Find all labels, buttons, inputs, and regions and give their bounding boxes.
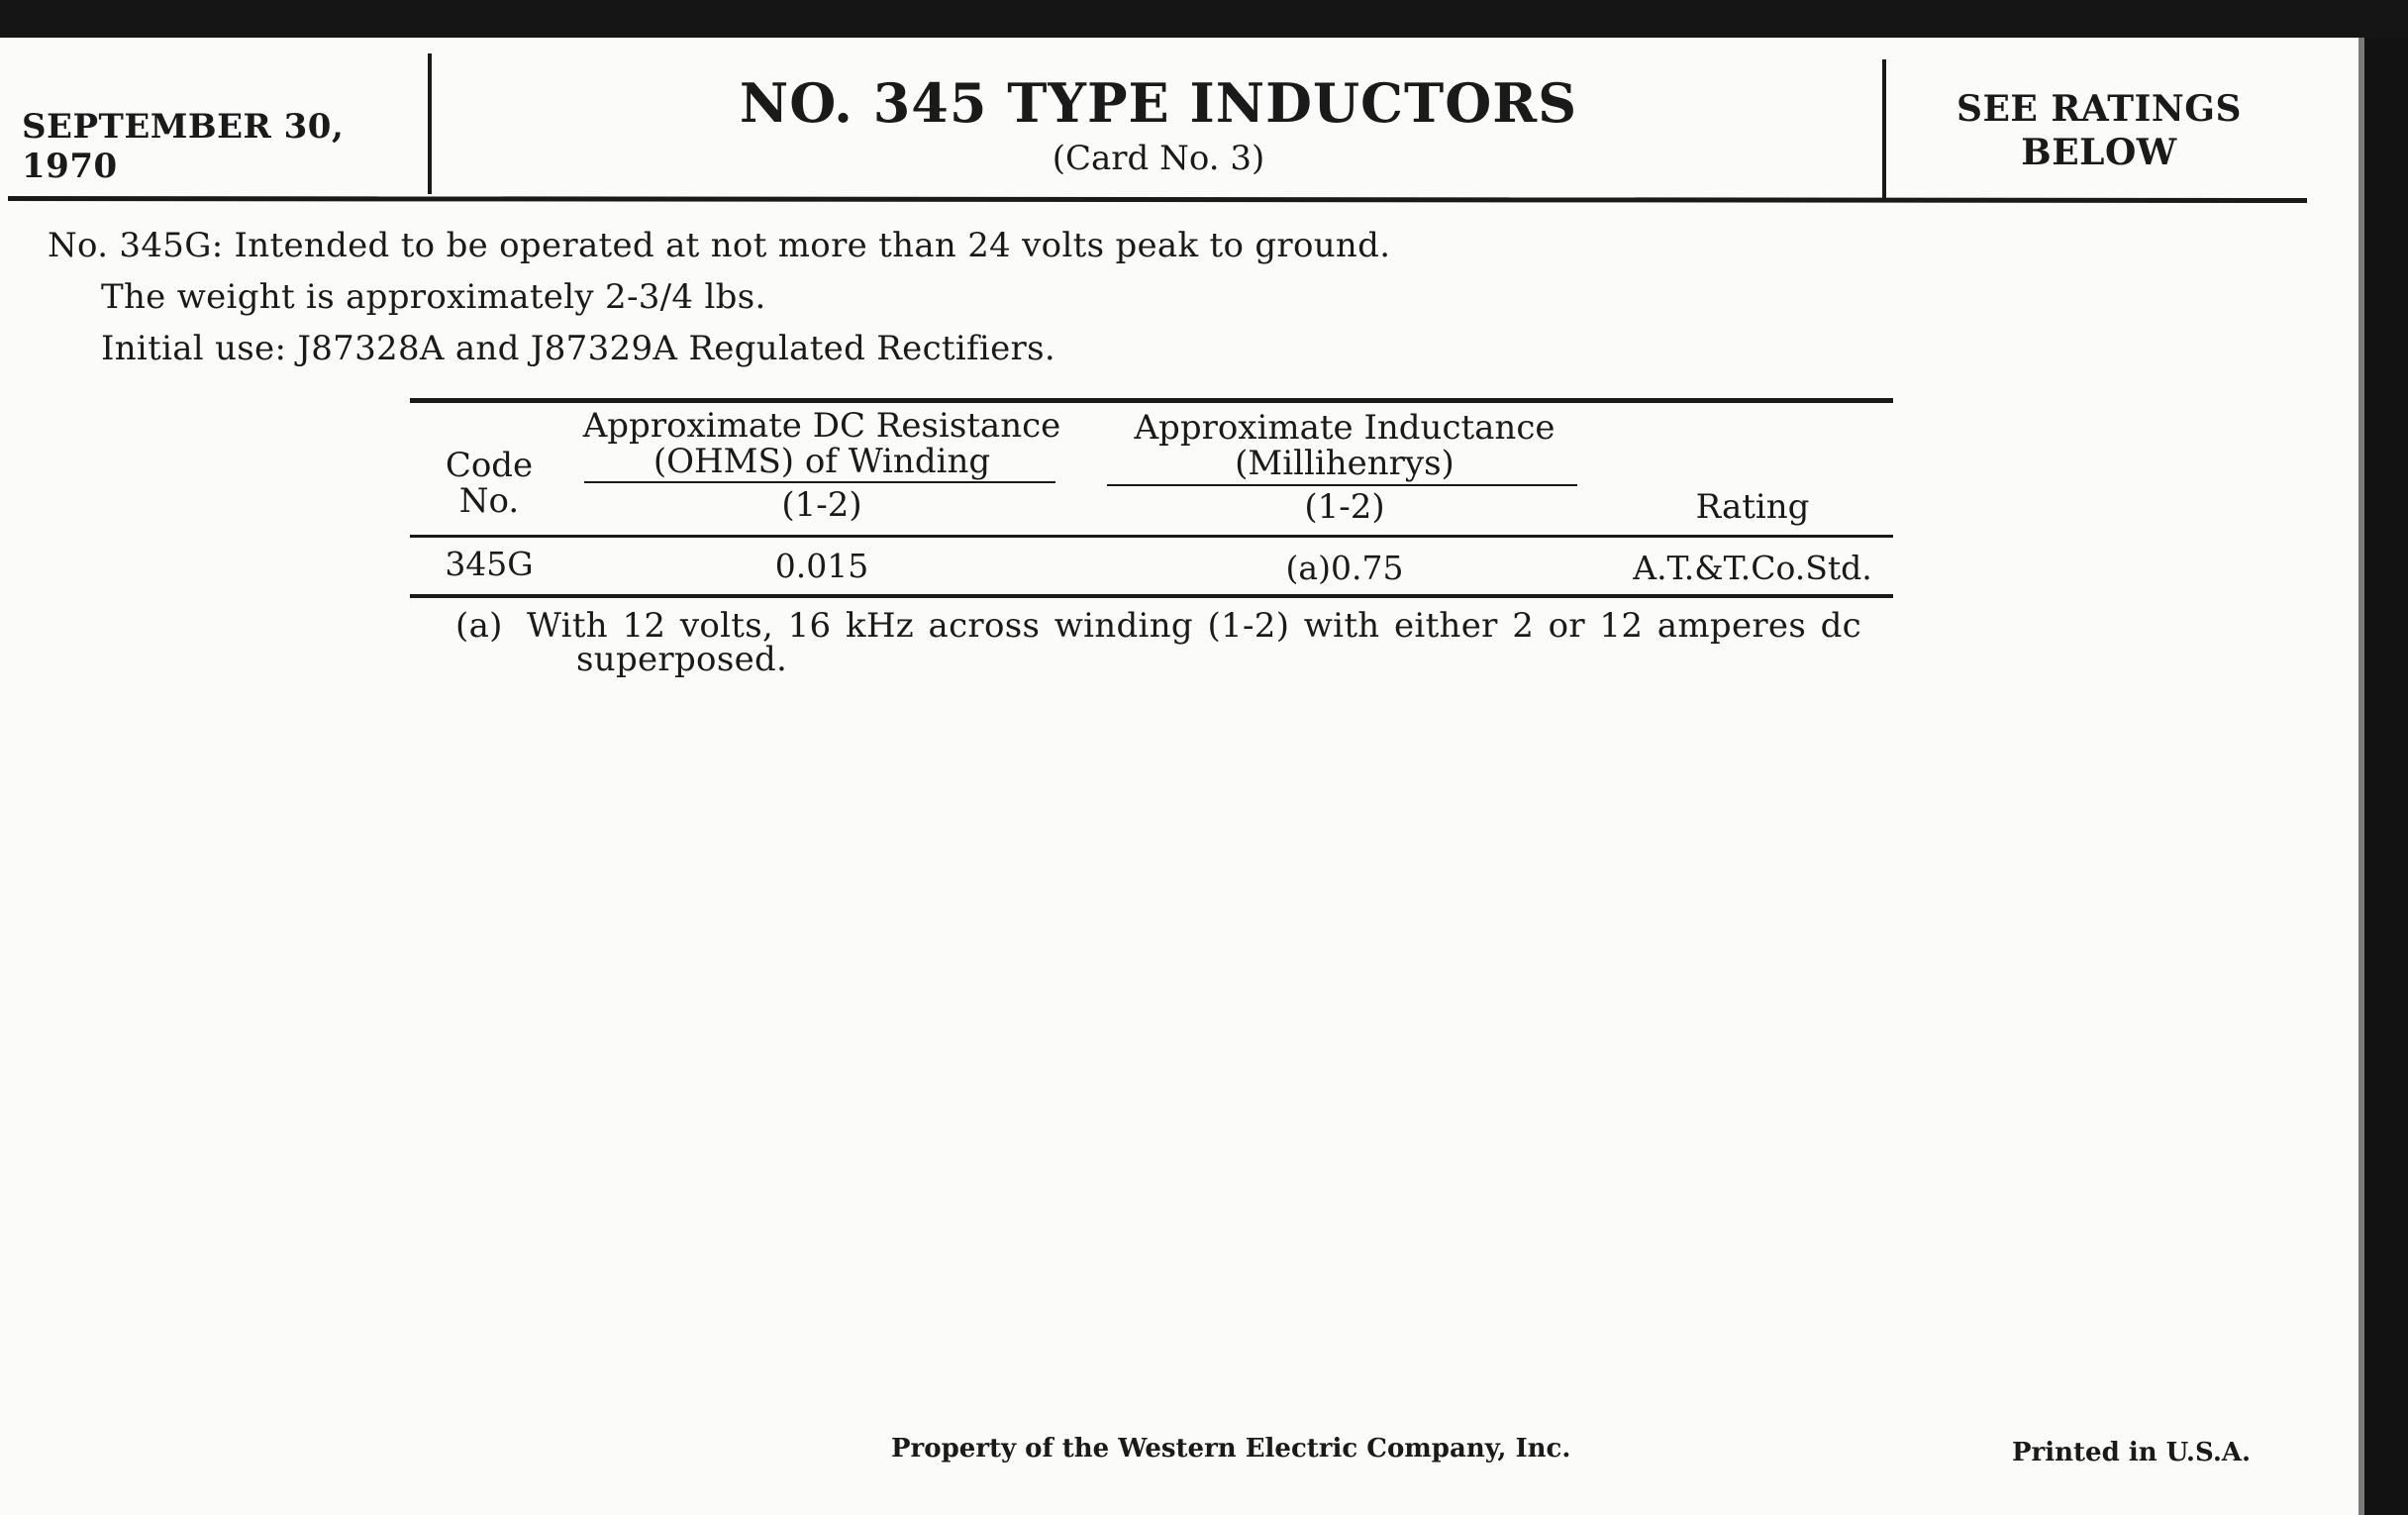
footer-property: Property of the Western Electric Company, Inc. (891, 1434, 1571, 1464)
cell-rating: A.T.&T.Co.Std. (1633, 549, 1872, 587)
cell-code: 345G (445, 545, 534, 583)
ratings-note-line2: BELOW (2021, 132, 2177, 173)
scan-edge-shadow (2358, 38, 2364, 1515)
card-title: NO. 345 TYPE INDUCTORS (739, 71, 1578, 135)
intro-line-3: Initial use: J87328A and J87329A Regulated Rectifiers. (101, 329, 1055, 368)
cell-resistance: 0.015 (774, 547, 869, 585)
table-top-rule (410, 398, 1893, 403)
cell-inductance: (a)0.75 (1285, 549, 1404, 587)
col-header-inductance-line2: (Millihenrys) (1235, 444, 1455, 483)
header-divider-left (428, 53, 432, 194)
col-header-rating: Rating (1695, 487, 1810, 527)
footnote-line-1: With 12 volts, 16 kHz across winding (1-2) with either 2 or 12 amperes dc (527, 606, 1861, 646)
col-header-resistance-line1: Approximate DC Resistance (582, 406, 1061, 446)
col-header-code-line1: Code (445, 446, 534, 485)
col-header-resistance-line2: (OHMS) of Winding (652, 442, 991, 481)
header-divider-right (1882, 59, 1886, 201)
ratings-note (1901, 87, 2297, 174)
inductance-sub-rule (1107, 484, 1577, 486)
resistance-sub-rule (584, 481, 1055, 483)
table-bottom-rule (410, 594, 1893, 598)
intro-line-2: The weight is approximately 2-3/4 lbs. (101, 277, 766, 317)
col-header-code (430, 448, 549, 519)
scan-border-top (0, 0, 2408, 38)
footnote-label: (a) (455, 606, 503, 646)
col-header-code-line2: No. (458, 481, 520, 521)
scan-border-right (2358, 38, 2408, 1515)
table-header-rule (410, 535, 1893, 538)
footnote-line-2: superposed. (576, 640, 788, 679)
card-subtitle: (Card No. 3) (1052, 139, 1265, 178)
col-subheader-resistance: (1-2) (781, 485, 862, 525)
intro-line-1: No. 345G: Intended to be operated at not more than 24 volts peak to ground. (48, 226, 1391, 265)
col-header-resistance (564, 408, 1079, 479)
col-header-inductance-line1: Approximate Inductance (1134, 408, 1555, 448)
footer-printed: Printed in U.S.A. (2012, 1438, 2252, 1467)
card-date: SEPTEMBER 30, 1970 (22, 107, 345, 186)
col-header-inductance (1087, 410, 1602, 481)
ratings-note-line1: SEE RATINGS (1956, 88, 2243, 130)
col-subheader-inductance: (1-2) (1304, 487, 1385, 527)
